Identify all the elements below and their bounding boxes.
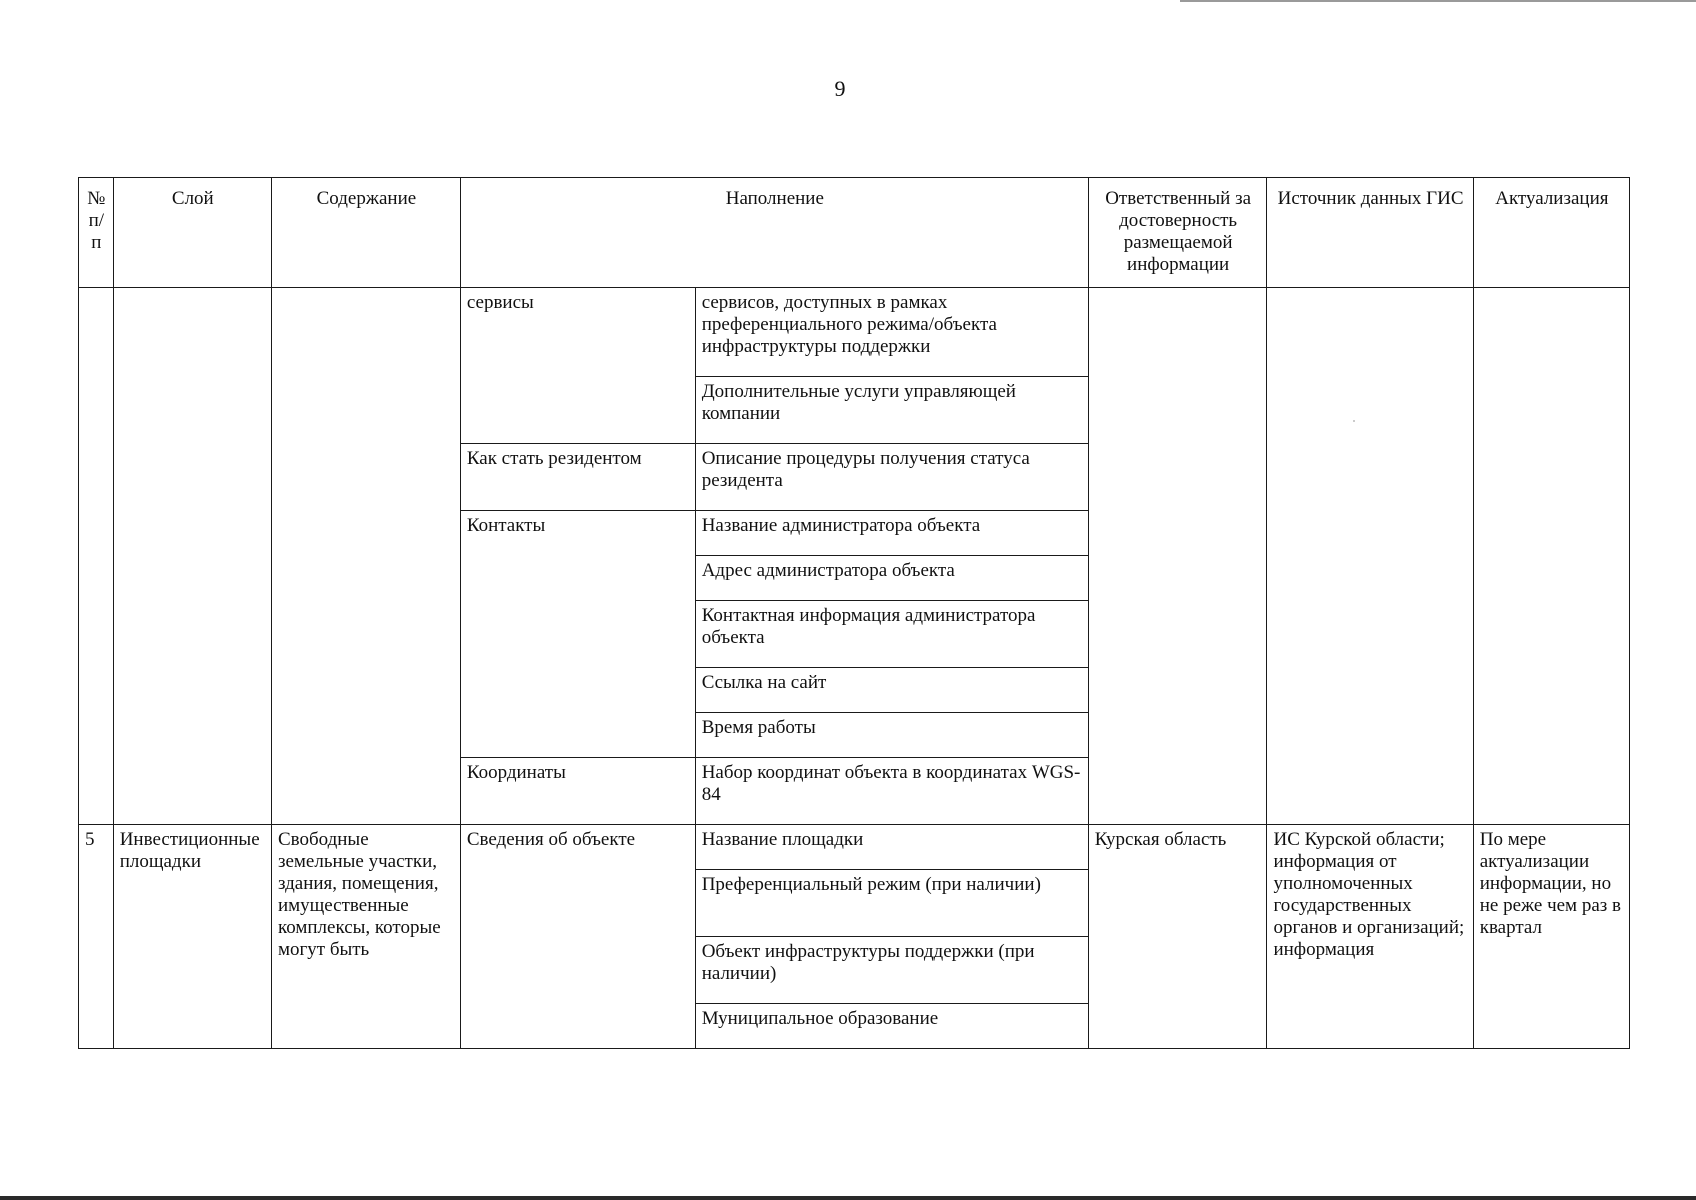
cell-item: Муниципальное образование [695, 1004, 1088, 1049]
cell-content-empty [271, 288, 460, 825]
header-responsible: Ответственный за достоверность размещаемой информации [1088, 178, 1267, 288]
cell-update: По мере актуализации информации, но не реже чем раз в квартал [1473, 825, 1629, 1049]
cell-layer-empty [113, 288, 271, 825]
header-num: № п/ п [79, 178, 114, 288]
cell-item: Название площадки [695, 825, 1088, 870]
cell-responsible: Курская область [1088, 825, 1267, 1049]
cell-item: Ссылка на сайт [695, 668, 1088, 713]
cell-item: Объект инфраструктуры поддержки (при наличии) [695, 937, 1088, 1004]
scan-speck [1353, 420, 1355, 422]
header-layer: Слой [113, 178, 271, 288]
cell-item: Время работы [695, 713, 1088, 758]
cell-content: Свободные земельные участки, здания, помещения, имущественные комплексы, которые могут быть [271, 825, 460, 1049]
header-source: Источник данных ГИС [1267, 178, 1473, 288]
gis-layers-table [78, 177, 1630, 1049]
cell-source: ИС Курской области; информация от уполномоченных государственных органов и организаций; информация [1267, 825, 1473, 1049]
table-row [79, 288, 1630, 377]
cell-num-empty [79, 288, 114, 825]
cell-item: Дополнительные услуги управляющей компании [695, 377, 1088, 444]
cell-group-contacts: Контакты [460, 511, 695, 758]
cell-item: Преференциальный режим (при наличии) [695, 870, 1088, 937]
cell-item: Название администратора объекта [695, 511, 1088, 556]
cell-source-empty [1267, 288, 1473, 825]
cell-group-resident: Как стать резидентом [460, 444, 695, 511]
cell-item: Набор координат объекта в координатах WGS-84 [695, 758, 1088, 825]
scan-edge-bottom [0, 1196, 1696, 1200]
table-header-row [79, 178, 1630, 288]
header-content: Содержание [271, 178, 460, 288]
page-number: 9 [834, 76, 846, 101]
cell-item: Контактная информация администратора объекта [695, 601, 1088, 668]
cell-group-object-info: Сведения об объекте [460, 825, 695, 1049]
cell-num: 5 [79, 825, 114, 1049]
cell-layer: Инвестиционные площадки [113, 825, 271, 1049]
header-update: Актуализация [1473, 178, 1629, 288]
table-row [79, 825, 1630, 870]
cell-update-empty [1473, 288, 1629, 825]
cell-group-services: сервисы [460, 288, 695, 444]
header-fill: Наполнение [460, 178, 1088, 288]
cell-group-coordinates: Координаты [460, 758, 695, 825]
cell-responsible-empty [1088, 288, 1267, 825]
scan-edge-top [1180, 0, 1696, 2]
cell-item: сервисов, доступных в рамках преференциального режима/объекта инфраструктуры поддержки [695, 288, 1088, 377]
cell-item: Описание процедуры получения статуса резидента [695, 444, 1088, 511]
cell-item: Адрес администратора объекта [695, 556, 1088, 601]
